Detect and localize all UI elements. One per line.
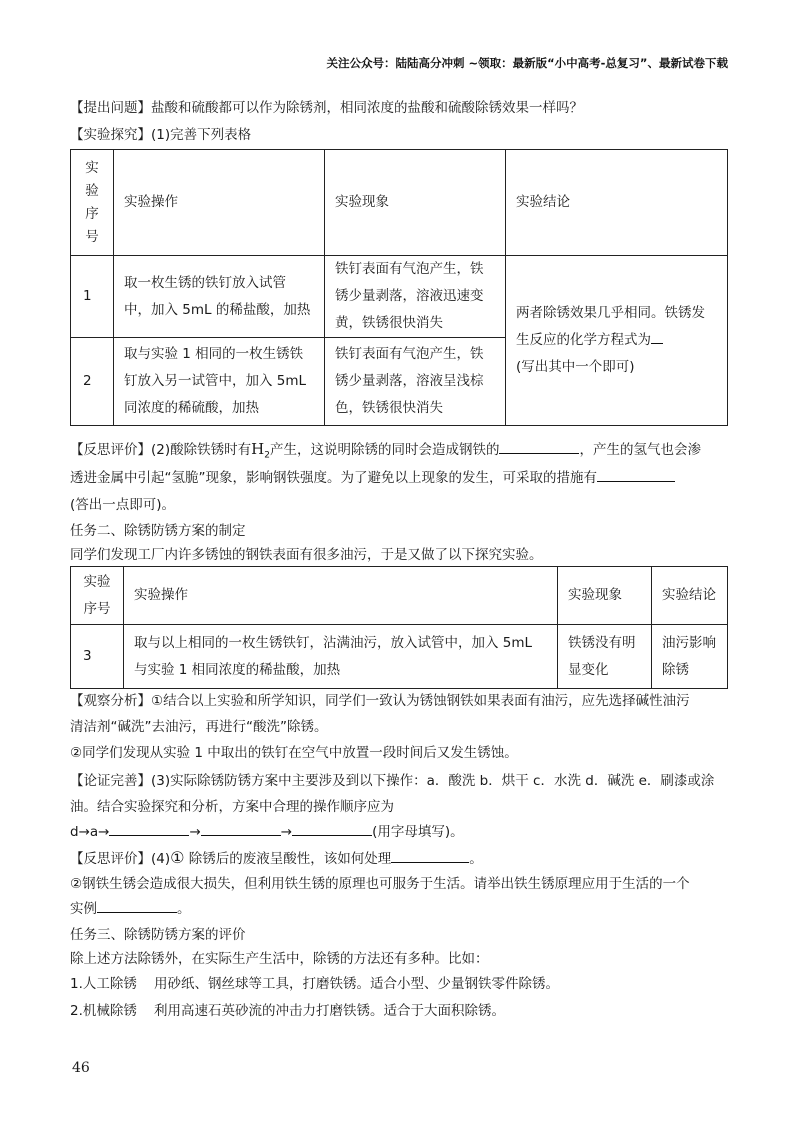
header-conclusion: 实验结论 [506, 150, 728, 256]
t2-row-conclusion: 油污影响 除锈 [652, 625, 728, 689]
argue-line-1: 【论证完善】(3)实际除锈防锈方案中主要涉及到以下操作：a．酸洗 b．烘干 c．水洗 d．碱洗 e．刷漆或涂 [70, 773, 715, 789]
question-text: 【提出问题】盐酸和硫酸都可以作为除锈剂，相同浓度的盐酸和硫酸除锈效果一样吗？ [70, 100, 583, 116]
header-operation: 实验操作 [114, 150, 325, 256]
method-1: 1.人工除锈 用砂纸、钢丝球等工具，打磨铁锈。适合小型、少量钢铁零件除锈。 [70, 976, 560, 992]
explore-text: 【实验探究】(1)完善下列表格 [70, 127, 252, 143]
order-blank-1[interactable] [109, 823, 189, 836]
t2-row-phenomenon: 铁锈没有明 显变化 [558, 625, 652, 689]
page-header: 关注公众号：陆陆高分冲刺 ~领取：最新版“小中高考-总复习”、最新试卷下载 [326, 56, 728, 70]
row2-operation: 取与实验 1 相同的一枚生锈铁 钉放入另一试管中，加入 5mL 同浓度的稀硫酸，加热 [114, 338, 325, 426]
t2-header-seq: 实验 序号 [71, 567, 124, 625]
row1-no: 1 [71, 256, 114, 338]
row1-operation: 取一枚生锈的铁钉放入试管 中，加入 5mL 的稀盐酸，加热 [114, 256, 325, 338]
row1-phenomenon: 铁钉表面有气泡产生，铁 锈少量剥落，溶液迅速变 黄，铁锈很快消失 [325, 256, 506, 338]
t2-row-no: 3 [71, 625, 124, 689]
argue-line-2: 油。结合实验探究和分析，方案中合理的操作顺序应为 [70, 799, 394, 815]
order-line: d→a→ → → (用字母填写)。 [70, 824, 464, 840]
page-number: 46 [72, 1060, 90, 1076]
experiment-table-2 [70, 566, 728, 689]
task3-title: 任务三、除锈防锈方案的评价 [70, 927, 246, 943]
task2-intro: 同学们发现工厂内许多锈蚀的钢铁表面有很多油污，于是又做了以下探究实验。 [70, 547, 543, 563]
t2-row-operation: 取与以上相同的一枚生锈铁钉，沾满油污，放入试管中，加入 5mL 与实验 1 相同浓度的稀盐酸，加热 [124, 625, 558, 689]
observe-line-1: 【观察分析】①结合以上实验和所学知识，同学们一致认为锈蚀钢铁如果表面有油污，应先选择碱性油污 [70, 693, 690, 709]
reflect-line-2: 透进金属中引起“氢脆”现象，影响钢铁强度。为了避免以上现象的发生，可采取的措施有 [70, 466, 675, 486]
task3-intro: 除上述方法除锈外，在实际生产生活中，除锈的方法还有多种。比如： [70, 951, 489, 967]
t2-header-phenomenon: 实验现象 [558, 567, 652, 625]
equation-blank[interactable] [651, 331, 663, 344]
method-2: 2.机械除锈 利用高速石英砂流的冲击力打磨铁锈。适合于大面积除锈。 [70, 1003, 506, 1019]
header-seq: 实 验 序 号 [71, 150, 114, 256]
row2-phenomenon: 铁钉表面有气泡产生，铁 锈少量剥落，溶液呈浅棕 色，铁锈很快消失 [325, 338, 506, 426]
experiment-table-1 [70, 149, 728, 426]
observe-line-3: ②同学们发现从实验 1 中取出的铁钉在空气中放置一段时间后又发生锈蚀。 [70, 745, 518, 761]
answer-blank-2a[interactable] [499, 441, 579, 454]
row2-no: 2 [71, 338, 114, 426]
answer-blank-2b[interactable] [597, 469, 675, 482]
header-phenomenon: 实验现象 [325, 150, 506, 256]
reflect4-line-2: ②钢铁生锈会造成很大损失，但利用铁生锈的原理也可服务于生活。请举出铁生锈原理应用于生活的一个 [70, 876, 690, 892]
t2-header-operation: 实验操作 [124, 567, 558, 625]
answer-blank-4a[interactable] [391, 850, 469, 863]
conclusion-cell: 两者除锈效果几乎相同。铁锈发 生反应的化学方程式为 (写出其中一个即可) [506, 256, 728, 426]
reflect-line-3: (答出一点即可)。 [70, 497, 176, 513]
reflect4-line-1: 【反思评价】(4)① 除锈后的废液呈酸性，该如何处理 。 [70, 848, 483, 867]
t2-header-conclusion: 实验结论 [652, 567, 728, 625]
reflect-line-1: 【反思评价】(2)酸除铁锈时有$H_2$产生，这说明除锈的同时会造成钢铁的 ，产生的氢气也会渗 [70, 440, 701, 461]
answer-blank-4b[interactable] [97, 900, 177, 913]
order-blank-2[interactable] [201, 823, 281, 836]
order-blank-3[interactable] [292, 823, 372, 836]
task2-title: 任务二、除锈防锈方案的制定 [70, 523, 246, 539]
observe-line-2: 清洁剂“碱洗”去油污，再进行“酸洗”除锈。 [70, 719, 328, 735]
reflect4-line-3: 实例 。 [70, 901, 191, 917]
